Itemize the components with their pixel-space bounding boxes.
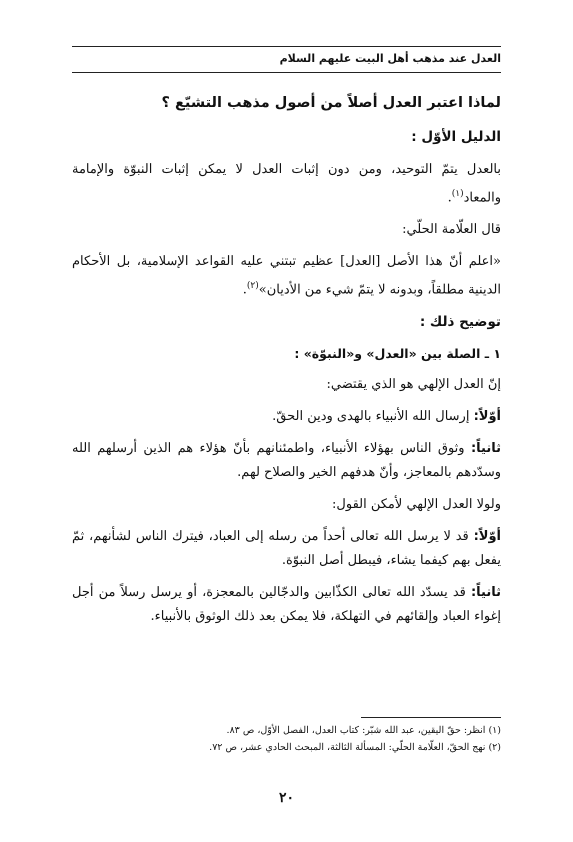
paragraph-6-text: وثوق الناس بهؤلاء الأنبياء، واطمئنانهم بأنّ هؤلاء هم الذين أرسلهم الله وسدّدهم بالمعاجز، وأنّ هدفهم الخير والصلاح لهم.	[72, 440, 501, 480]
header-title: العدل عند مذهب أهل البيت عليهم السلام	[279, 52, 501, 65]
header-top-rule	[72, 46, 501, 47]
paragraph-7: ولولا العدل الإلهي لأمكن القول:	[332, 496, 501, 512]
paragraph-5	[72, 405, 501, 429]
paragraph-8-text: قد لا يرسل الله تعالى أحداً من رسله إلى العباد، فيترك الناس لشأنهم، ثمّ يفعل بهم كيفما يشاء، فيبطل أصل النبوّة.	[72, 528, 501, 568]
footnote-2: (٢) نهج الحقّ، العلّامة الحلّي: المسألة الثالثة، المبحث الحادي عشر، ص ٧٢.	[209, 742, 501, 753]
quote-text: «اعلم أنّ هذا الأصل [العدل] عظيم تبتني عليه القواعد الإسلامية، بل الأحكام الدينية مطلقاً، وبدونه لا يتمّ شيء من الأديان»	[72, 254, 501, 298]
paragraph-2: قال العلّامة الحلّي:	[402, 222, 501, 238]
paragraph-5-text: إرسال الله الأنبياء بالهدى ودين الحقّ.	[272, 408, 470, 424]
second-label-2: ثانياً:	[470, 584, 501, 600]
paragraph-1-text: بالعدل يتمّ التوحيد، ومن دون إثبات العدل لا يمكن إثبات النبوّة والإمامة والمعاد	[72, 162, 501, 206]
section-1-heading: ١ ـ الصلة بين «العدل» و«النبوّة» :	[294, 345, 501, 361]
clarification-heading: توضيح ذلك :	[419, 313, 501, 330]
footnote-1: (١) انظر: حقّ اليقين، عبد الله شبّر: كتاب العدل، الفصل الأوّل، ص ٨٣.	[226, 725, 501, 736]
page-number: ٢٠	[278, 790, 295, 806]
paragraph-6	[72, 437, 501, 485]
first-evidence-heading: الدليل الأوّل :	[411, 129, 501, 145]
first-label: أوّلاً:	[473, 408, 501, 424]
main-heading: لماذا اعتبر العدل أصلاً من أصول مذهب التشيّع ؟	[161, 95, 501, 111]
paragraph-8	[72, 525, 501, 573]
footnote-ref-2[interactable]: (٢)	[246, 281, 259, 292]
footnote-separator	[361, 717, 501, 718]
footnotes	[72, 722, 501, 756]
quote-paragraph: «اعلم أنّ هذا الأصل [العدل] عظيم تبتني عليه القواعد الإسلامية، بل الأحكام الدينية مطلقاً، وبدونه لا يتمّ شيء من الأديان»$^{(٢)}$.	[72, 254, 501, 298]
page-body	[72, 92, 501, 637]
paragraph-1: بالعدل يتمّ التوحيد، ومن دون إثبات العدل لا يمكن إثبات النبوّة والإمامة والمعاد$^{(١)}$.	[72, 162, 501, 206]
paragraph-4: إنّ العدل الإلهي هو الذي يقتضي:	[326, 376, 501, 392]
header-rule	[72, 72, 501, 73]
paragraph-9	[72, 581, 501, 629]
first-label-2: أوّلاً:	[473, 528, 501, 544]
second-label: ثانياً:	[470, 440, 501, 456]
footnote-ref-1[interactable]: (١)	[451, 189, 464, 199]
paragraph-9-text: قد يسدّد الله تعالى الكذّابين والدجّالين بالمعجزة، أو يرسل رسلاً من أجل إغواء العباد وإلقائهم في التهلكة، فلا يمكن بعد ذلك الوثوق بالأنبياء.	[72, 584, 501, 624]
running-header	[72, 52, 501, 70]
